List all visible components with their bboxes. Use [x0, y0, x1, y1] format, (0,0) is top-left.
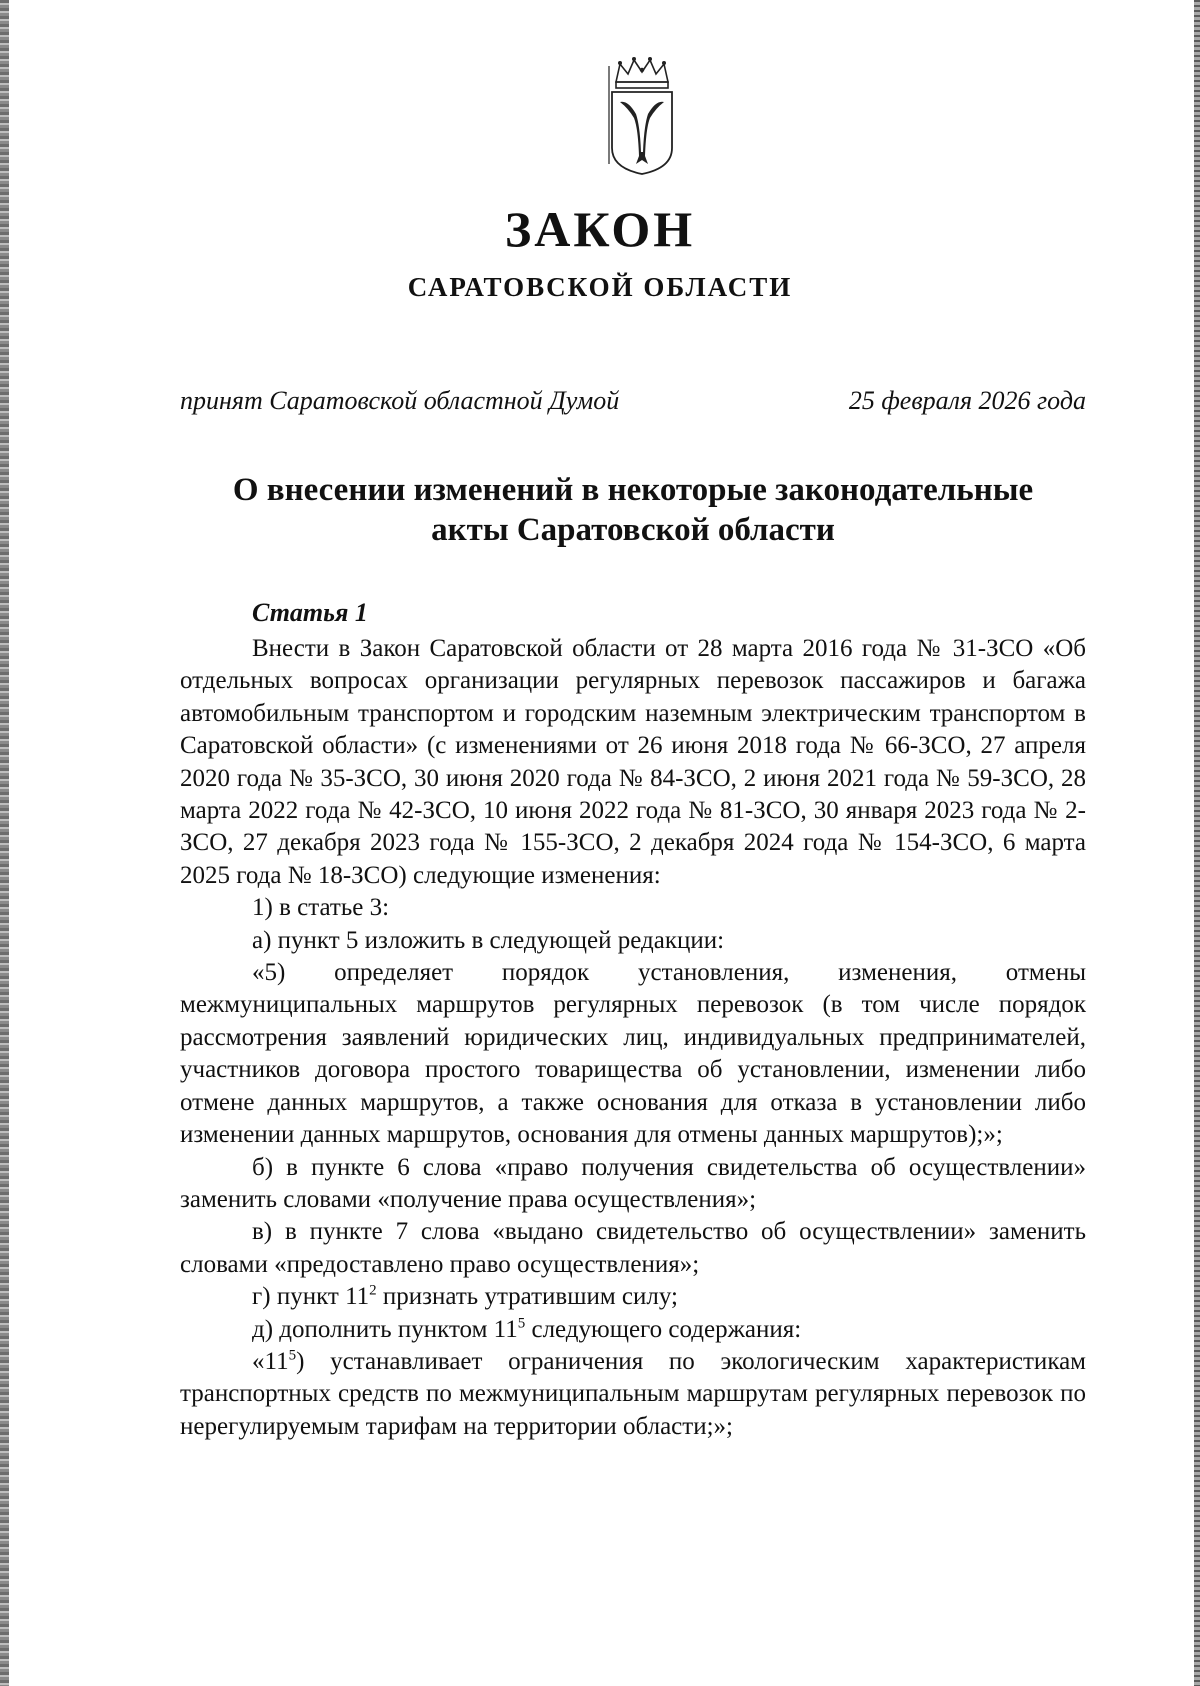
quote-11-5-prefix: «11 — [252, 1347, 289, 1375]
quote-11-5-superscript: 5 — [288, 1347, 297, 1364]
document-heading-line1: О внесении изменений в некоторые законодательные — [232, 472, 1034, 508]
document-heading — [150, 470, 1116, 550]
item-d — [180, 1314, 1086, 1346]
item-g-superscript: 2 — [369, 1282, 377, 1299]
item-1: 1) в статье 3: — [252, 894, 390, 922]
item-a: а) пункт 5 изложить в следующей редакции: — [252, 926, 725, 954]
law-title: ЗАКОН — [504, 201, 696, 257]
item-v: в) в пункте 7 слова «выдано свидетельство об осуществлении» заменить словами «предоставлено право осуществления»; — [180, 1218, 1086, 1278]
article-1-body — [180, 633, 1086, 1443]
item-g — [180, 1281, 1086, 1313]
document-heading-line2: акты Саратовской области — [431, 512, 835, 548]
item-d-text: д) дополнить пунктом 11 — [252, 1315, 518, 1343]
item-b: б) в пункте 6 слова «право получения свидетельства об осуществлении» заменить словами «получение права осуществления»; — [180, 1153, 1086, 1213]
quoted-point-11-5 — [180, 1346, 1086, 1443]
adoption-date: 25 февраля 2026 года — [848, 386, 1086, 415]
coat-of-arms-icon — [606, 56, 678, 176]
region-subtitle: САРАТОВСКОЙ ОБЛАСТИ — [407, 272, 793, 302]
item-d-rest: следующего содержания: — [525, 1315, 802, 1343]
item-g-rest: признать утратившим силу; — [376, 1283, 678, 1311]
item-g-text: г) пункт 11 — [252, 1283, 370, 1311]
quote-11-5-text: ) устанавливает ограничения по экологическим характеристикам транспортных средств по межмуниципальным маршрутам регулярных перевозок по нерегулируемым тарифам на территории области;»; — [180, 1347, 1086, 1440]
quoted-point-5: «5) определяет порядок установления, изменения, отмены межмуниципальных маршрутов регулярных перевозок (в том числе порядок рассмотрения заявлений юридических лиц, индивидуальных предпринимателей, участников договора простого товарищества об установлении, изменении либо отмене данных маршрутов, а также основания для отказа в установлении либо изменении данных маршрутов, основания для отмены данных маршрутов);»; — [180, 959, 1086, 1149]
adopted-by: принят Саратовской областной Думой — [180, 386, 620, 415]
article-1-title: Статья 1 — [252, 598, 368, 627]
article-1-intro: Внести в Закон Саратовской области от 28 марта 2016 года № 31-ЗСО «Об отдельных вопросах организации регулярных перевозок пассажиров и багажа автомобильным транспортом и городским наземным электрическим транспортом в Саратовской области» (с изменениями от 26 июня 2018 года № 66-ЗСО, 27 апреля 2020 года № 35-ЗСО, 30 июня 2020 года № 84-ЗСО, 2 июня 2021 года № 59-ЗСО, 28 марта 2022 года № 42-ЗСО, 10 июня 2022 года № 81-ЗСО, 30 января 2023 года № 2-ЗСО, 27 декабря 2023 года № 155-ЗСО, 2 декабря 2024 года № 154-ЗСО, 6 марта 2025 года № 18-ЗСО) следующие изменения: — [180, 635, 1086, 889]
item-d-superscript: 5 — [517, 1315, 526, 1332]
